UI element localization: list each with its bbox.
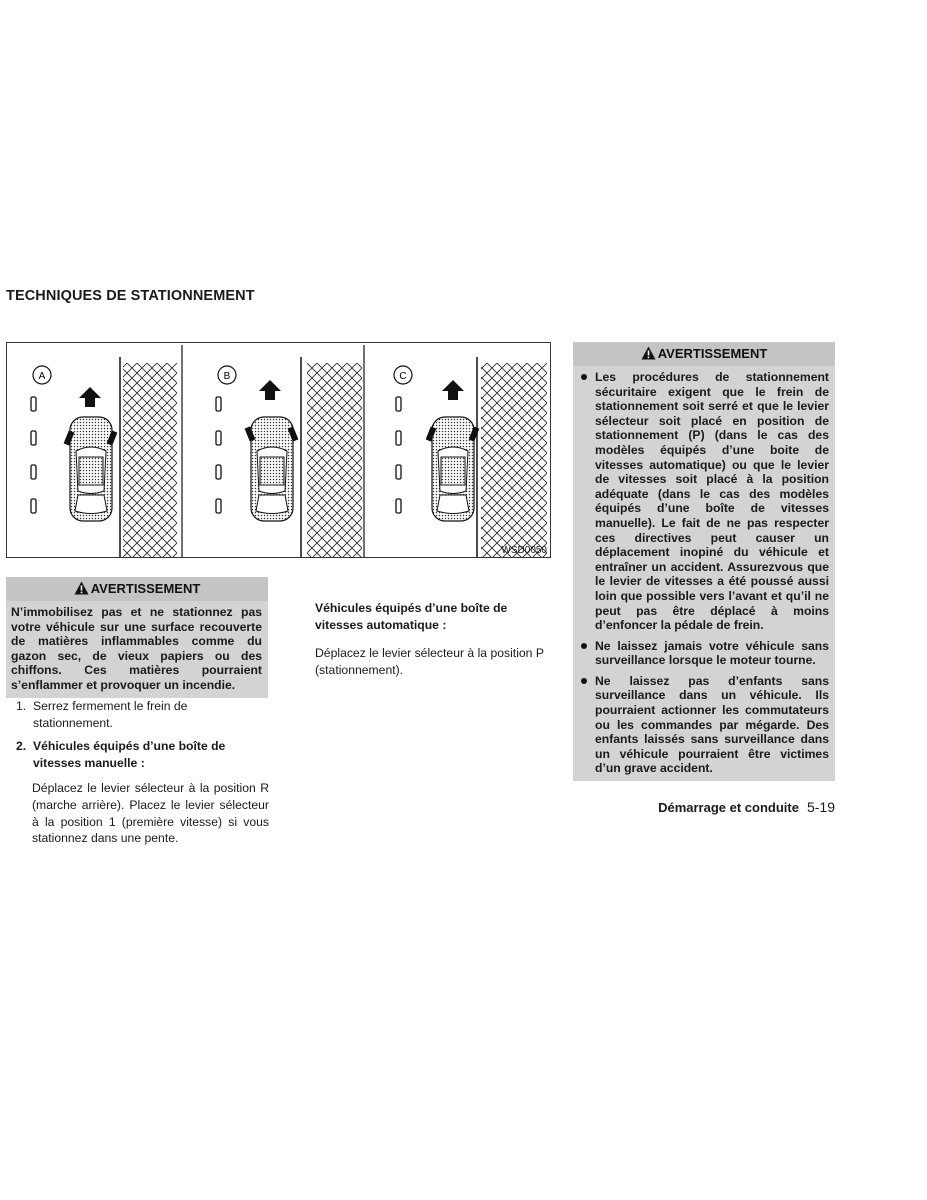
step-1 [15,698,269,731]
step-2-body: Déplacez le levier sélecteur à la position R (marche arrière). Placez le levier sélecteur à la position 1 (première vitesse) si vous stationnez dans une pente. [32,781,269,846]
parking-diagram [7,343,552,559]
step-2 [15,738,269,771]
panel-label-b: B [223,371,231,382]
chapter-title: Démarrage et conduite [658,800,799,815]
panel-label-a: A [38,371,46,382]
warning-box-right [573,342,835,781]
step-heading: Véhicules équipés d’une boîte de vitesses manuelle : [33,739,226,770]
warning-box-left [6,577,268,698]
warning-text: N’immobilisez pas et ne stationnez pas votre véhicule sur une surface recouverte de matières inflammables comme du gazon sec, de vieux papiers ou des chiffons. Ces matières pourraient s’enflammer et provoquer un incendie. [11,605,262,692]
warning-heading [573,342,835,366]
warning-bullets [573,366,835,781]
bullet-icon [581,374,587,380]
auto-heading: Véhicules équipés d’une boîte de vitesses automatique : [315,601,508,632]
steps-middle [315,600,552,690]
bullet-text: Les procédures de stationnement sécuritaire exigent que le frein de stationnement soit serré et que le levier sélecteur soit placé en position de stationnement (P) (dans le cas des modèles équipés d’une boite de vitesses automatique) ou que le levier de vitesses soit placé à la position adéquate (dans le cas des modèles équipés d’une boîte de vitesses manuelle). Le fait de ne pas respecter ces directives peut causer un déplacement inopiné du véhicule et entraîner un accident. Assurezvous que le levier de vitesses a été poussé aussi loin que possible vers l’avant et qu’il ne peut pas être déplacé à moins d’enfoncer la pédale de frein. [595,370,829,633]
steps-left [15,698,269,847]
bullet-icon [581,678,587,684]
panel-c [394,357,547,557]
auto-body: Déplacez le levier sélecteur à la position P (stationnement). [315,646,544,677]
panel-label-c: C [399,371,407,382]
panel-a [31,357,177,557]
panel-b [216,357,362,557]
warning-bullet [578,639,829,668]
warning-heading-text: AVERTISSEMENT [657,346,768,361]
step-text: Serrez fermement le frein de stationnement. [33,699,188,730]
bullet-text: Ne laissez pas d’enfants sans surveillance dans un véhicule. Ils pourraient actionner les commutateurs ou les commandes par mégarde. Des enfants laissés sans surveillance dans un véhicule pourraient être victimes d’un grave accident. [595,673,829,776]
warning-triangle-icon [641,346,656,363]
step-number: 1. [16,699,27,713]
warning-heading [6,577,268,601]
warning-bullet [578,370,829,633]
parking-illustration [6,342,551,558]
bullet-text: Ne laissez jamais votre véhicule sans surveillance lorsque le moteur tourne. [595,638,829,668]
page-footer [658,799,835,815]
warning-bullet [578,674,829,776]
figure-code: WSD0050 [501,545,547,556]
bullet-icon [581,643,587,649]
step-number: 2. [16,739,27,754]
warning-triangle-icon [74,581,89,598]
page-number: 5-19 [806,799,835,815]
section-title: TECHNIQUES DE STATIONNEMENT [6,288,255,304]
warning-heading-text: AVERTISSEMENT [90,581,201,596]
